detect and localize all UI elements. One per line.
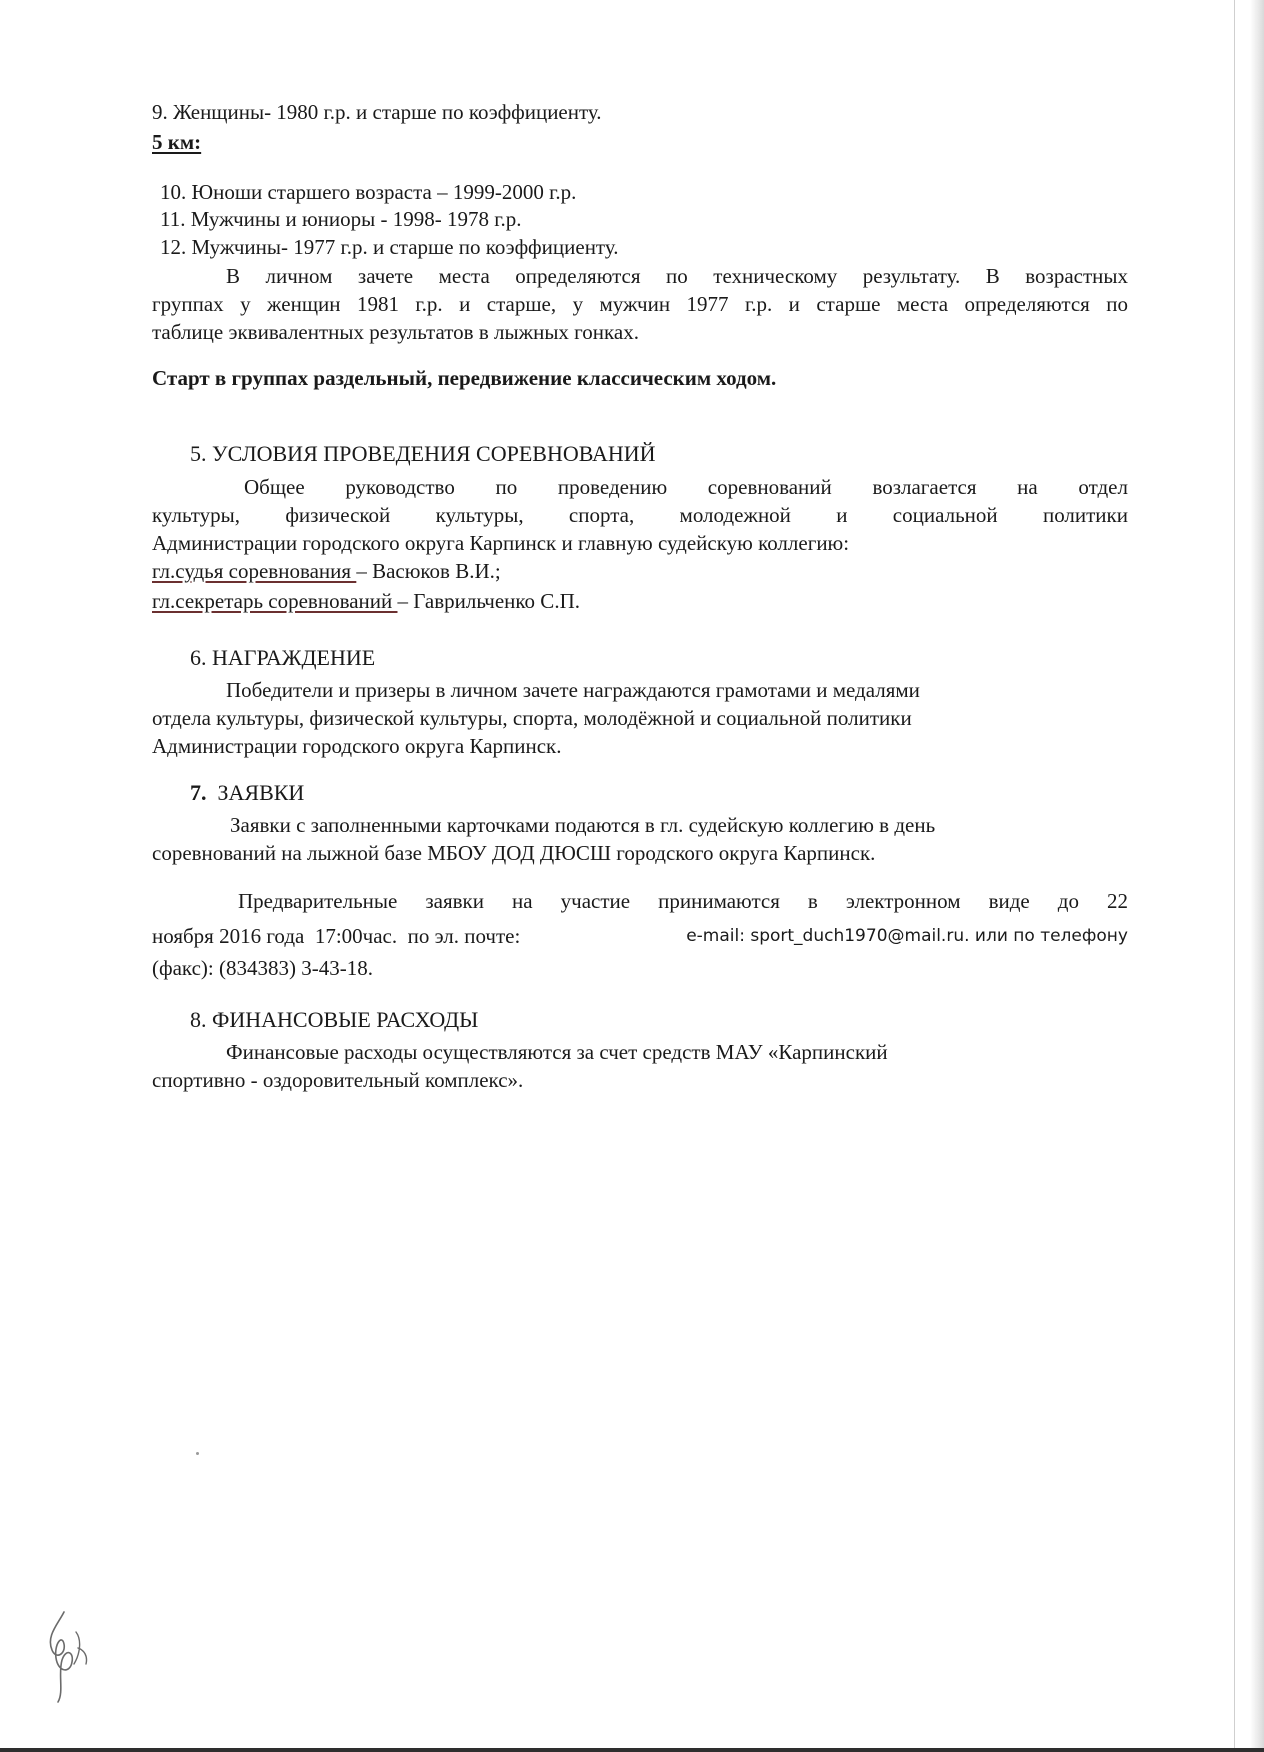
preliminary-line-3: (факс): (834383) 3-43-18. [152, 956, 373, 980]
list-item-9: 9. Женщины- 1980 г.р. и старше по коэффициенту. [152, 100, 602, 124]
results-paragraph-line-3: таблице эквивалентных результатов в лыжных гонках. [152, 320, 639, 344]
preliminary-email: e-mail: sport_duch1970@mail.ru. или по телефону [686, 926, 1128, 946]
preliminary-line-1: Предварительные заявки на участие принимаются в электронном виде до 22 [238, 889, 1128, 913]
list-item-11: 11. Мужчины и юниоры - 1998- 1978 г.р. [160, 207, 522, 231]
section-5-heading: 5. УСЛОВИЯ ПРОВЕДЕНИЯ СОРЕВНОВАНИЙ [190, 441, 656, 466]
section-8-line-2: спортивно - оздоровительный комплекс». [152, 1068, 524, 1092]
section-6-heading: 6. НАГРАЖДЕНИЕ [190, 645, 376, 670]
section-6-line-2: отдела культуры, физической культуры, спорта, молодёжной и социальной политики [152, 706, 912, 730]
results-paragraph-line-2: группах у женщин 1981 г.р. и старше, у мужчин 1977 г.р. и старше места определяются по [152, 292, 1128, 316]
chief-secretary-line [152, 587, 580, 615]
distance-heading-5km: 5 км: [152, 130, 202, 154]
section-7-title: ЗАЯВКИ [217, 780, 305, 805]
chief-secretary-name: – Гаврильченко С.П. [397, 589, 580, 613]
start-note: Старт в группах раздельный, передвижение классическим ходом. [152, 366, 777, 390]
chief-judge-name: – Васюков В.И.; [356, 559, 501, 583]
chief-judge-line [152, 557, 501, 585]
results-paragraph-line-1: В личном зачете места определяются по техническому результату. В возрастных [226, 264, 1128, 288]
preliminary-line-2 [152, 922, 1128, 950]
section-6-line-1: Победители и призеры в личном зачете награждаются грамотами и медалями [226, 678, 920, 702]
list-item-12: 12. Мужчины- 1977 г.р. и старше по коэффициенту. [160, 235, 619, 259]
handwritten-signature [36, 1604, 96, 1708]
section-7-line-1: Заявки с заполненными карточками подаются в гл. судейскую коллегию в день [230, 813, 936, 837]
section-5-line-1: Общее руководство по проведению соревнований возлагается на отдел [244, 475, 1128, 499]
section-7-number: 7. [190, 780, 207, 805]
list-item-10: 10. Юноши старшего возраста – 1999-2000 г.р. [160, 180, 577, 204]
chief-secretary-label: гл.секретарь соревнований [152, 589, 398, 613]
section-8-line-1: Финансовые расходы осуществляются за счет средств МАУ «Карпинский [226, 1040, 888, 1064]
section-5-line-3: Администрации городского округа Карпинск и главную судейскую коллегию: [152, 531, 850, 555]
section-8-heading: 8. ФИНАНСОВЫЕ РАСХОДЫ [190, 1007, 479, 1032]
section-6-line-3: Администрации городского округа Карпинск. [152, 734, 562, 758]
section-5-line-2: культуры, физической культуры, спорта, молодежной и социальной политики [152, 503, 1128, 527]
section-7-line-2: соревнований на лыжной базе МБОУ ДОД ДЮСШ городского округа Карпинск. [152, 841, 876, 865]
preliminary-line-2-text: ноября 2016 года 17:00час. по эл. почте: [152, 924, 531, 948]
chief-judge-label: гл.судья соревнования [152, 559, 357, 583]
section-7-heading [190, 779, 304, 807]
